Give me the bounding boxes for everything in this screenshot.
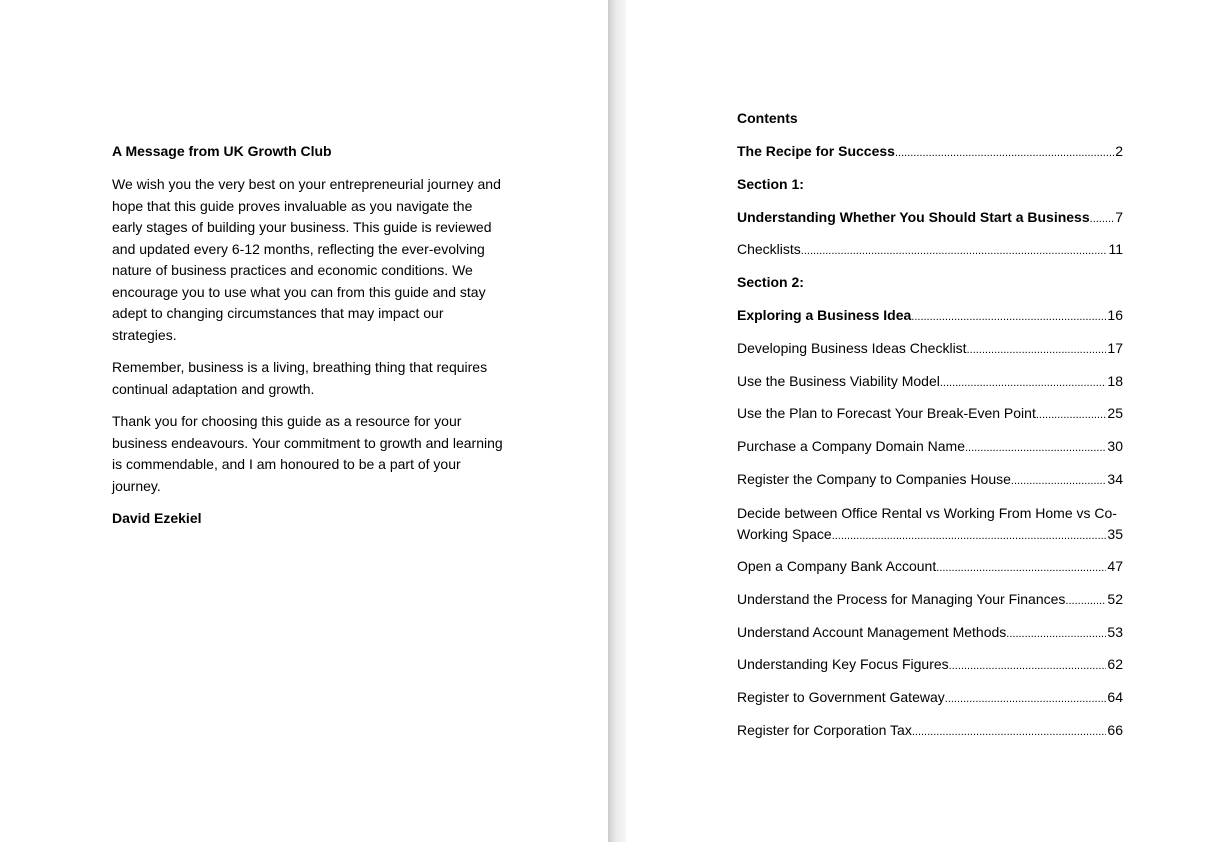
toc-entry-checklists[interactable] — [737, 240, 1123, 258]
toc-leader-dots — [1065, 592, 1106, 610]
message-paragraph: Remember, business is a living, breathing thing that requires continual adaptation and growth. — [112, 359, 488, 397]
toc-leader-dots — [895, 144, 1114, 162]
toc-heading: Contents — [737, 110, 798, 126]
page-gutter — [608, 0, 626, 842]
toc-entry-developing-ideas-checklist[interactable] — [737, 339, 1123, 357]
toc-entry-page: 64 — [1107, 689, 1123, 706]
toc-entry-bank-account[interactable] — [737, 557, 1123, 575]
toc-leader-dots — [912, 723, 1107, 741]
toc-entry-page: 11 — [1108, 241, 1123, 258]
toc-entry-title-line1: Decide between Office Rental vs Working From Home vs Co- — [737, 504, 1117, 521]
toc-entry-office-rental[interactable] — [737, 503, 1123, 546]
toc-entry-line2 — [737, 524, 1123, 546]
toc-entry-title: Exploring a Business Idea — [737, 306, 912, 323]
toc-entry-government-gateway[interactable] — [737, 688, 1123, 706]
toc-entry-page: 2 — [1115, 143, 1123, 159]
right-page — [626, 0, 1228, 842]
toc-entry-viability-model[interactable] — [737, 372, 1123, 390]
toc-entry-page: 52 — [1107, 590, 1123, 607]
toc-section-1: Section 1: — [737, 175, 804, 192]
toc-entry-understanding-whether[interactable] — [737, 208, 1123, 226]
toc-entry-title: The Recipe for Success — [737, 143, 895, 159]
toc-leader-dots — [949, 657, 1107, 675]
toc-entry-page: 25 — [1107, 405, 1123, 422]
toc-leader-dots — [801, 242, 1108, 260]
toc-leader-dots — [1006, 625, 1106, 643]
toc-entry-companies-house[interactable] — [737, 470, 1123, 488]
toc-entry-title-line2: Working Space — [737, 526, 832, 543]
signature: David Ezekiel — [112, 510, 202, 526]
toc-entry-exploring-business-idea[interactable] — [737, 306, 1123, 324]
toc-entry-key-focus-figures[interactable] — [737, 655, 1123, 673]
toc-entry-page: 16 — [1107, 306, 1123, 323]
toc-entry-page: 35 — [1107, 526, 1123, 543]
toc-entry-recipe-for-success[interactable] — [737, 142, 1123, 160]
toc-entry-page: 34 — [1107, 470, 1123, 487]
toc-entry-title: Register the Company to Companies House — [737, 470, 1011, 487]
toc-entry-title: Understanding Key Focus Figures — [737, 656, 949, 673]
toc-entry-title: Understand the Process for Managing Your Finances — [737, 590, 1066, 607]
toc-leader-dots — [940, 374, 1107, 392]
toc-entry-title: Open a Company Bank Account — [737, 558, 937, 575]
toc-entry-title: Understanding Whether You Should Start a Business — [737, 208, 1090, 225]
toc-leader-dots — [1090, 210, 1115, 228]
toc-entry-title: Use the Plan to Forecast Your Break-Even Point — [737, 405, 1036, 422]
toc-entry-title: Understand Account Management Methods — [737, 623, 1007, 640]
toc-leader-dots — [945, 690, 1107, 708]
left-page — [0, 0, 608, 842]
toc-entry-title: Register to Government Gateway — [737, 689, 945, 706]
toc-leader-dots — [965, 439, 1106, 457]
toc-entry-title: Register for Corporation Tax — [737, 722, 912, 739]
toc-entry-title: Checklists — [737, 241, 801, 258]
toc-leader-dots — [832, 526, 1108, 548]
message-body — [112, 174, 504, 530]
toc-entry-page: 17 — [1107, 339, 1123, 356]
toc-leader-dots — [936, 559, 1106, 577]
toc-entry-title: Purchase a Company Domain Name — [737, 438, 965, 455]
message-paragraph: We wish you the very best on your entrepreneurial journey and hope that this guide proves invaluable as you navigate the early stages of building your business. This guide is reviewed and updated every 6-12 months, reflecting the ever-evolving nature of business practices and economic conditions. We encourage you to use what you can from this guide and stay adept to changing circumstances that may impact our strategies. — [112, 176, 501, 343]
message-title: A Message from UK Growth Club — [112, 143, 332, 159]
toc-entry-page: 53 — [1107, 623, 1123, 640]
toc-entry-domain-name[interactable] — [737, 437, 1123, 455]
table-of-contents — [737, 109, 1123, 754]
message-paragraph: Thank you for choosing this guide as a resource for your business endeavours. Your commitment to growth and learning is commendable, and I am honoured to be a part of your journey. — [112, 413, 503, 494]
toc-leader-dots — [1036, 406, 1107, 424]
toc-entry-page: 66 — [1107, 722, 1123, 739]
toc-entry-managing-finances[interactable] — [737, 590, 1123, 608]
toc-entry-page: 7 — [1115, 208, 1123, 225]
toc-leader-dots — [967, 341, 1107, 359]
toc-entry-title: Use the Business Viability Model — [737, 372, 940, 389]
toc-leader-dots — [911, 308, 1106, 326]
toc-entry-title: Developing Business Ideas Checklist — [737, 339, 967, 356]
toc-section-2: Section 2: — [737, 274, 804, 291]
toc-entry-account-management[interactable] — [737, 623, 1123, 641]
toc-entry-page: 18 — [1107, 372, 1123, 389]
toc-entry-corporation-tax[interactable] — [737, 721, 1123, 739]
toc-entry-page: 47 — [1107, 558, 1123, 575]
toc-leader-dots — [1011, 472, 1107, 490]
toc-entry-break-even[interactable] — [737, 404, 1123, 422]
toc-entry-page: 62 — [1107, 656, 1123, 673]
toc-entry-page: 30 — [1107, 438, 1123, 455]
